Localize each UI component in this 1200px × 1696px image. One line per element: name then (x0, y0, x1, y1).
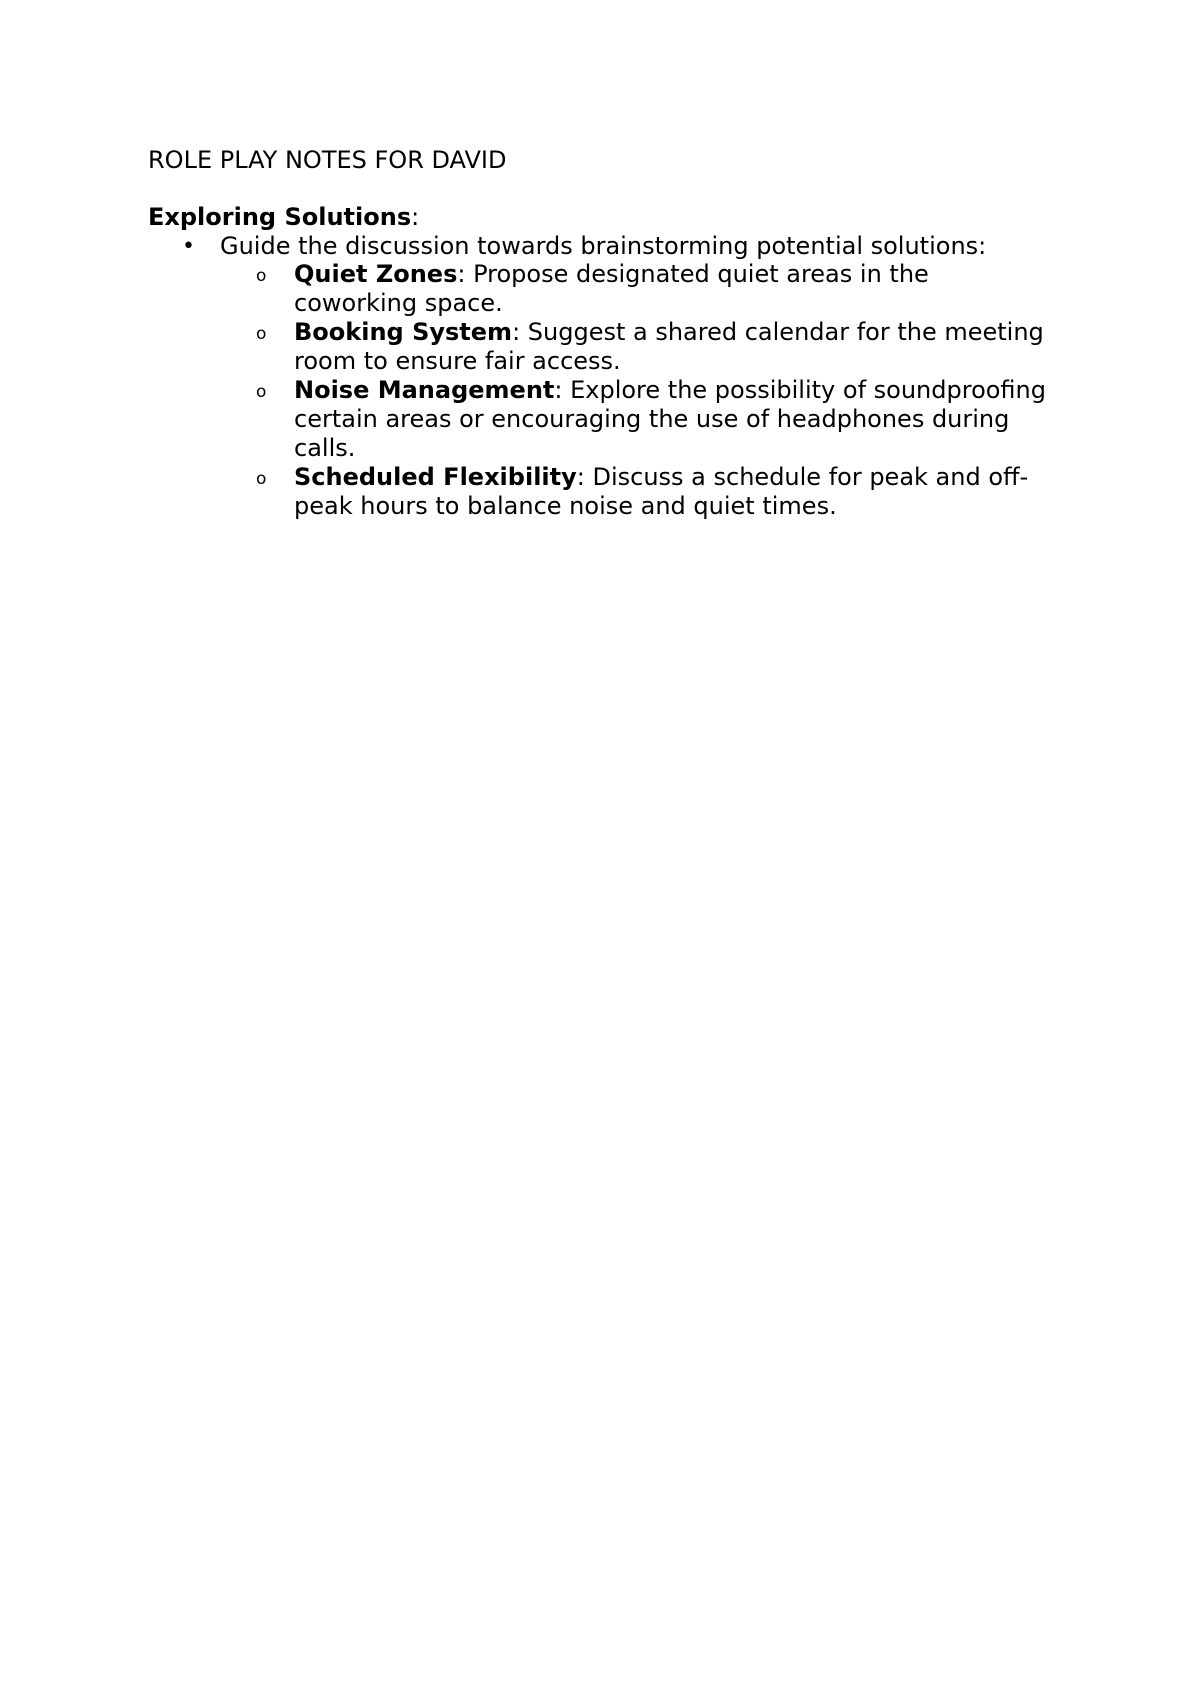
sub-item-text: : Suggest a shared calendar for the meeting room to ensure fair access. (294, 318, 1044, 375)
sub-list (256, 260, 1076, 521)
section-heading-text: Exploring Solutions (148, 203, 412, 231)
sub-item-marker: o (256, 382, 267, 402)
sub-item-marker: o (256, 324, 267, 344)
sub-item-term: Scheduled Flexibility (294, 463, 577, 491)
sub-item-text: : Discuss a schedule for peak and off-peak hours to balance noise and quiet times. (294, 463, 1029, 520)
bullet-marker: • (182, 234, 195, 259)
bullet-text: Guide the discussion towards brainstorming potential solutions: (220, 232, 987, 260)
sub-item-marker: o (256, 266, 267, 286)
section-heading-colon: : (411, 203, 420, 231)
sub-item-scheduled-flexibility (256, 463, 1056, 521)
document-title: ROLE PLAY NOTES FOR DAVID (148, 146, 507, 174)
section-heading (148, 203, 419, 232)
sub-item-booking-system (256, 318, 1056, 376)
sub-item-term: Booking System (294, 318, 513, 346)
sub-item-term: Quiet Zones (294, 260, 458, 288)
sub-item-noise-management (256, 376, 1056, 463)
sub-item-quiet-zones (256, 260, 1056, 318)
sub-item-term: Noise Management (294, 376, 555, 404)
sub-item-marker: o (256, 469, 267, 489)
sub-item-text: : Propose designated quiet areas in the coworking space. (294, 260, 929, 317)
sub-item-text: : Explore the possibility of soundproofing certain areas or encouraging the use of headphones during calls. (294, 376, 1046, 462)
